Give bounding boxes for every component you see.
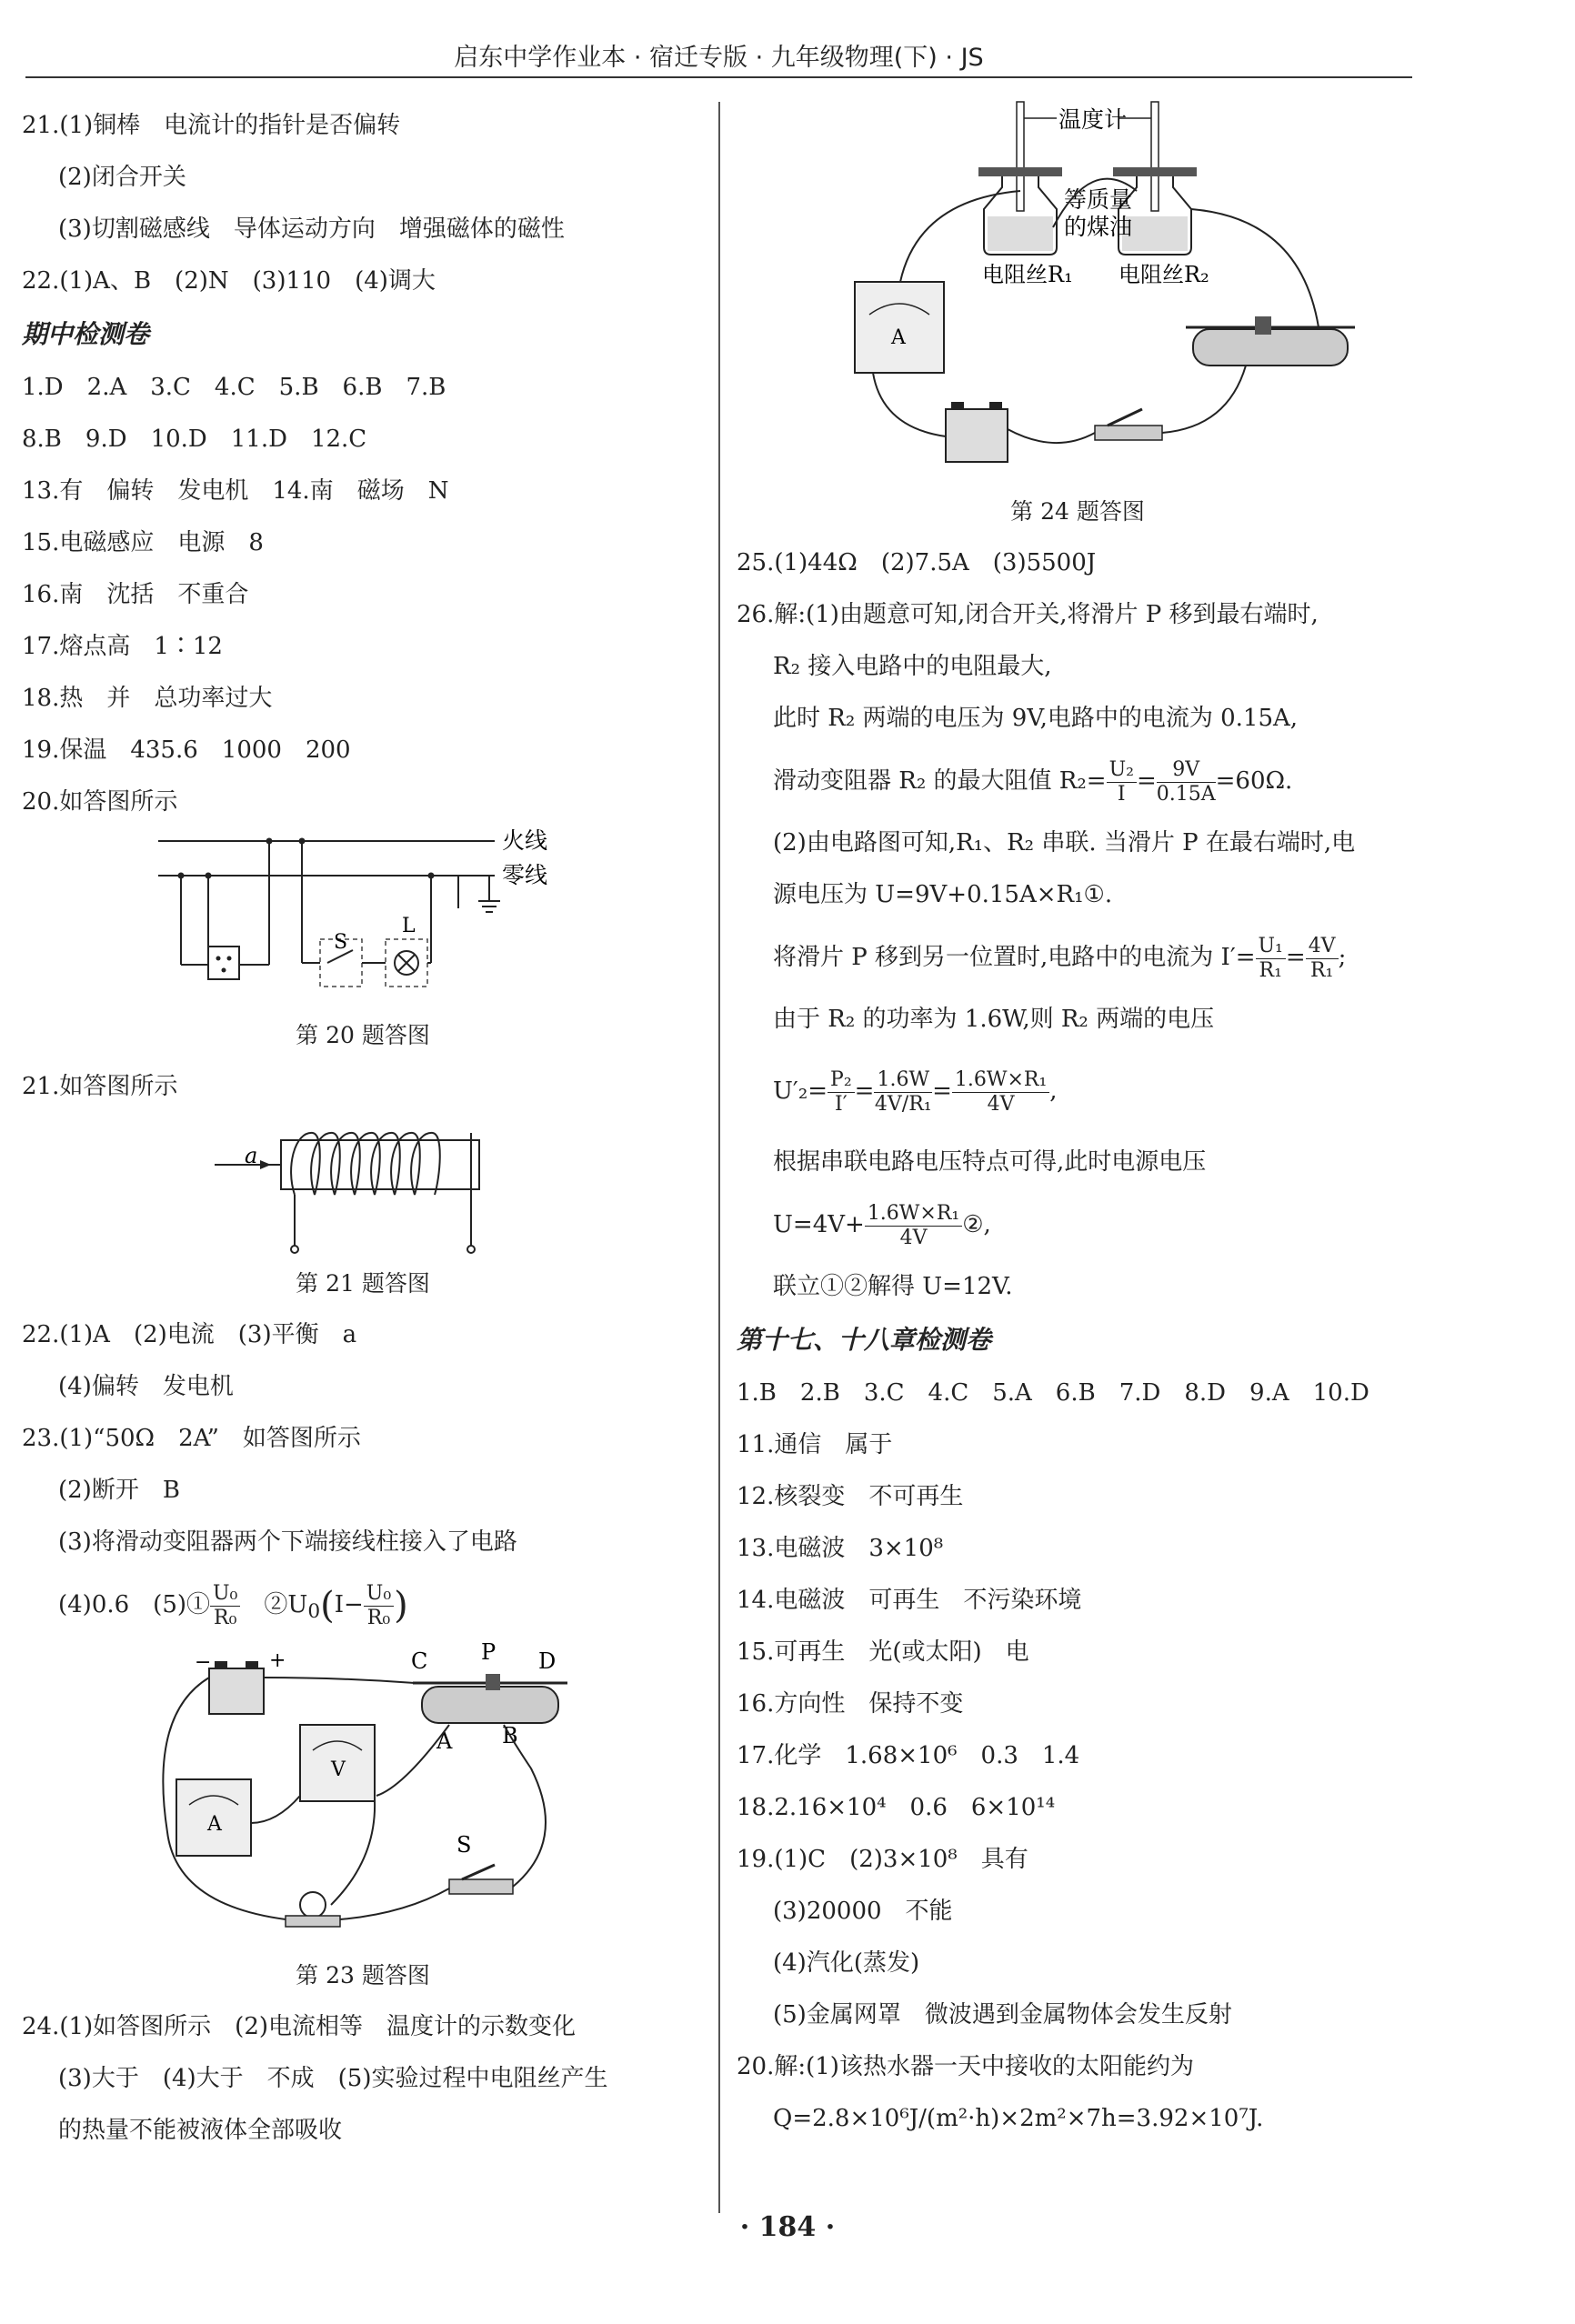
solenoid-diagram (22, 1113, 704, 1258)
column-divider (718, 102, 720, 2213)
fraction-numerator: U₀ (364, 1582, 394, 1607)
answer-line: 14.电磁波 可再生 不污染环境 (737, 1587, 1082, 1614)
answer-line: Q=2.8×10⁶J/(m²·h)×2m²×7h=3.92×10⁷J. (773, 2105, 1264, 2132)
slider-p-label: P (481, 1641, 497, 1665)
fraction (1107, 758, 1137, 806)
answer-line: 15.电磁感应 电源 8 (22, 529, 264, 556)
formula-text: U′₂= (773, 1077, 828, 1105)
svg-text:A: A (891, 326, 906, 349)
formula-text: = (932, 1077, 952, 1105)
answer-line: 24.(1)如答图所示 (2)电流相等 温度计的示数变化 (22, 2013, 577, 2040)
figure-caption: 第 21 题答图 (296, 1270, 430, 1297)
fraction-denominator: 4V (899, 1226, 928, 1249)
answer-line: (3)切割磁感线 导体运动方向 增强磁体的磁性 (58, 215, 565, 243)
fraction-numerator: 1.6W×R₁ (865, 1202, 962, 1227)
answer-line: 22.(1)A (2)电流 (3)平衡 a (22, 1321, 357, 1348)
figure-caption: 第 20 题答图 (296, 1022, 430, 1048)
answer-line: (3)大于 (4)大于 不成 (5)实验过程中电阻丝产生 (58, 2065, 608, 2092)
svg-text:+: + (269, 1649, 286, 1672)
answer-line: 1.B 2.B 3.C 4.C 5.A 6.B 7.D 8.D 9.A 10.D (737, 1379, 1369, 1407)
answer-line: 13.有 偏转 发电机 14.南 磁场 N (22, 477, 449, 505)
formula-text: I− (334, 1591, 364, 1618)
fraction (364, 1582, 394, 1630)
fire-line-label: 火线 (502, 828, 548, 854)
answer-line: 12.核裂变 不可再生 (737, 1483, 964, 1510)
svg-text:−: − (195, 1651, 212, 1674)
terminal-a-label: A (436, 1728, 453, 1754)
answer-line: 联立①②解得 U=12V. (773, 1273, 1013, 1300)
figure-20-wiring (22, 828, 704, 1010)
answer-line: 19.保温 435.6 1000 200 (22, 736, 351, 764)
fraction-denominator: 0.15A (1156, 782, 1216, 806)
switch-s-label: S (456, 1832, 472, 1858)
fraction-numerator: U₀ (210, 1582, 240, 1607)
formula-text: (4)0.6 (5)① (58, 1591, 211, 1618)
svg-text:V: V (331, 1758, 346, 1781)
formula-text: , (1049, 1077, 1058, 1105)
answer-line: 17.熔点高 1∶12 (22, 633, 223, 660)
battery-icon (209, 1668, 264, 1714)
answer-formula-line (737, 745, 1419, 817)
fraction-numerator: P₂ (828, 1068, 855, 1093)
answer-line: 16.南 沈括 不重合 (22, 581, 249, 608)
figure-21-solenoid (22, 1113, 704, 1258)
answer-line: 1.D 2.A 3.C 4.C 5.B 6.B 7.B (22, 374, 446, 401)
answer-line: R₂ 接入电路中的电阻最大, (773, 653, 1052, 680)
fraction-denominator: 4V/R₁ (874, 1092, 932, 1116)
fraction-denominator: R₁ (1259, 958, 1282, 982)
answer-line: 根据串联电路电压特点可得,此时电源电压 (773, 1148, 1207, 1176)
fraction-denominator: 4V (987, 1092, 1015, 1116)
fraction-numerator: 1.6W×R₁ (952, 1068, 1049, 1093)
right-column (737, 100, 1419, 2145)
answer-line: (4)偏转 发电机 (58, 1373, 234, 1400)
fraction-denominator: R₁ (1309, 958, 1334, 982)
terminal-d-label: D (538, 1648, 557, 1674)
resistor-r1-label: 电阻丝R₁ (982, 262, 1073, 287)
answer-formula-line: (4)0.6 (5)① $\frac{\text{U₀}}{\text{R₀}}$ $②U_0(I-$ $\frac{\text{U₀}}{\text{R₀}}$ ) (58, 1581, 408, 1629)
page-number: · 184 · (739, 2211, 836, 2243)
thermometer-icon (1151, 102, 1159, 211)
neutral-line-label: 零线 (502, 862, 548, 888)
formula-text: U=4V+ (773, 1211, 865, 1238)
answer-line: 13.电磁波 3×10⁸ (737, 1535, 944, 1562)
formula-text: ; (1338, 944, 1347, 971)
bulb-icon (300, 1892, 326, 1918)
answer-line: 19.(1)C (2)3×10⁸ 具有 (737, 1846, 1028, 1873)
answer-line: 21.如答图所示 (22, 1073, 178, 1100)
answer-line: (2)断开 B (58, 1477, 180, 1504)
switch-icon (1095, 426, 1162, 440)
socket-icon (208, 947, 239, 979)
thermometer-icon (1017, 102, 1024, 211)
answer-formula-line (737, 1188, 1419, 1261)
svg-text:A: A (207, 1813, 222, 1836)
resistor-r2-label: 电阻丝R₂ (1119, 262, 1209, 287)
formula-text: 滑动变阻器 R₂ 的最大阻值 R₂= (773, 767, 1107, 795)
answer-line: (3)20000 不能 (773, 1898, 953, 1925)
formula-text: =60Ω. (1215, 767, 1293, 795)
circuit-diagram-23 (22, 1641, 704, 1950)
fraction (865, 1202, 962, 1250)
battery-icon (946, 409, 1008, 462)
fraction-numerator: 1.6W (874, 1068, 932, 1093)
answer-line: 11.通信 属于 (737, 1431, 893, 1458)
formula-text: = (1285, 944, 1306, 971)
rheostat-icon (422, 1687, 558, 1723)
formula-text: ②U (264, 1591, 308, 1618)
answer-line: 23.(1)“50Ω 2A” 如答图所示 (22, 1425, 361, 1452)
answer-line: (3)将滑动变阻器两个下端接线柱接入了电路 (58, 1528, 517, 1556)
formula-text: 将滑片 P 移到另一位置时,电路中的电流为 I′= (773, 944, 1256, 971)
figure-caption: 第 24 题答图 (1010, 498, 1145, 525)
fraction-denominator: I (1117, 782, 1126, 806)
answer-line: 8.B 9.D 10.D 11.D 12.C (22, 426, 367, 453)
answer-line: 由于 R₂ 的功率为 1.6W,则 R₂ 两端的电压 (773, 1006, 1215, 1033)
answer-line: 22.(1)A、B (2)N (3)110 (4)调大 (22, 267, 436, 295)
fraction-numerator: 4V (1306, 935, 1339, 959)
answer-line: (2)由电路图可知,R₁、R₂ 串联. 当滑片 P 在最右端时,电 (773, 829, 1356, 856)
answer-line: 18.2.16×10⁴ 0.6 6×10¹⁴ (737, 1794, 1056, 1821)
fraction-denominator: I′ (835, 1092, 848, 1116)
terminal-b-label: B (502, 1723, 518, 1748)
coil-winding (291, 1133, 440, 1195)
fraction (1256, 935, 1286, 983)
formula-text: = (854, 1077, 875, 1105)
figure-24-heating (737, 100, 1419, 486)
fraction-denominator: R₀ (366, 1606, 391, 1629)
fraction (1157, 758, 1216, 806)
thermometer-label: 温度计 (1058, 106, 1128, 133)
answer-line: 25.(1)44Ω (2)7.5A (3)5500J (737, 549, 1097, 576)
answer-line: 20.解:(1)该热水器一天中接收的太阳能约为 (737, 2053, 1194, 2080)
oil-label-2: 的煤油 (1064, 214, 1133, 240)
fraction (210, 1582, 240, 1630)
left-column (22, 100, 704, 2157)
fraction-numerator: 9V (1157, 758, 1216, 783)
lamp-label: L (402, 915, 416, 937)
switch-label: S (334, 931, 348, 954)
point-a-label: a (245, 1143, 258, 1168)
answer-line: 18.热 并 总功率过大 (22, 685, 273, 712)
oil-label-1: 等质量 (1064, 186, 1133, 213)
answer-line: 17.化学 1.68×10⁶ 0.3 1.4 (737, 1742, 1080, 1769)
answer-line: 15.可再生 光(或太阳) 电 (737, 1638, 1029, 1666)
terminal-c-label: C (411, 1648, 428, 1674)
answer-line: 20.如答图所示 (22, 788, 178, 816)
answer-line: 16.方向性 保持不变 (737, 1690, 964, 1718)
answer-line: (5)金属网罩 微波遇到金属物体会发生反射 (773, 2001, 1232, 2028)
figure-23-circuit (22, 1641, 704, 1950)
formula-text: = (1136, 767, 1157, 795)
fraction (828, 1068, 855, 1117)
heating-experiment-diagram (737, 100, 1419, 486)
answer-line: 21.(1)铜棒 电流计的指针是否偏转 (22, 112, 401, 139)
answer-formula-line (737, 1046, 1419, 1137)
answer-line: (2)闭合开关 (58, 164, 186, 191)
answer-line: 的热量不能被液体全部吸收 (58, 2117, 343, 2144)
fraction (874, 1068, 932, 1117)
fraction (1306, 935, 1339, 983)
answer-line: 源电压为 U=9V+0.15A×R₁①. (773, 881, 1113, 908)
answer-line: 26.解:(1)由题意可知,闭合开关,将滑片 P 移到最右端时, (737, 601, 1319, 628)
formula-text: ②, (962, 1211, 991, 1238)
fraction-numerator: U₂ (1107, 758, 1137, 783)
wiring-diagram (22, 828, 704, 1010)
answer-line: 此时 R₂ 两端的电压为 9V,电路中的电流为 0.15A, (773, 705, 1299, 732)
section-title-ch17-18: 第十七、十八章检测卷 (737, 1325, 992, 1355)
fraction-numerator: U₁ (1256, 935, 1286, 959)
section-title-midterm: 期中检测卷 (22, 319, 150, 349)
answer-formula-line (737, 921, 1419, 994)
figure-caption: 第 23 题答图 (296, 1962, 430, 1988)
answer-line: (4)汽化(蒸发) (773, 1949, 920, 1977)
fraction-denominator: R₀ (214, 1606, 237, 1629)
running-header: 启东中学作业本 · 宿迁专版 · 九年级物理(下) · JS (25, 40, 1412, 78)
switch-icon (449, 1879, 513, 1894)
fraction (952, 1068, 1049, 1117)
